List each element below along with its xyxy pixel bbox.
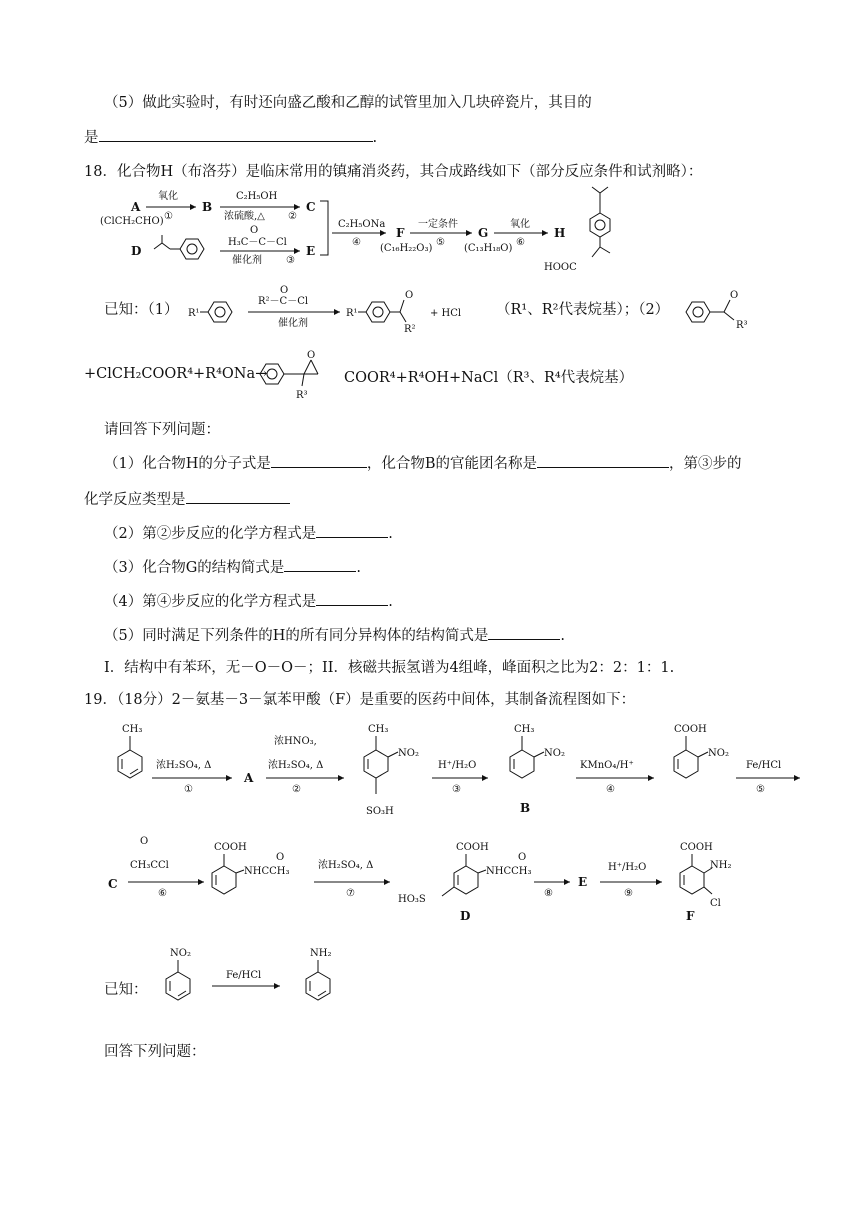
svg-text:NO₂: NO₂ — [708, 748, 729, 759]
sulfonated-nitrotoluene — [364, 736, 398, 794]
compound-a-formula: (ClCH₂CHO) — [100, 216, 164, 227]
svg-text:KMnO₄/H⁺: KMnO₄/H⁺ — [580, 760, 634, 771]
nitrobenzoic-acid-structure — [674, 736, 708, 778]
compound-f-label: F — [396, 226, 405, 240]
q18-part3: （3）化合物G的结构简式是 . — [104, 556, 361, 577]
svg-text:④: ④ — [352, 237, 361, 248]
svg-text:COOH: COOH — [674, 724, 707, 735]
svg-text:(C₁₃H₁₈O): (C₁₃H₁₈O) — [464, 243, 513, 254]
q18-part1-line1: （1）化合物H的分子式是 ，化合物B的官能团名称是 ，第③步的 — [104, 452, 742, 473]
q18-known-label: 已知：（1） — [104, 302, 179, 318]
q18-synthesis-route — [96, 183, 796, 275]
q19-flow-row1 — [96, 716, 808, 834]
svg-text:NHCCH₃: NHCCH₃ — [244, 866, 290, 877]
q19-ask: 回答下列问题： — [104, 1044, 206, 1060]
compound-b-label: B — [202, 200, 213, 214]
ibuprofen-structure — [590, 187, 610, 257]
svg-text:H⁺/H₂O: H⁺/H₂O — [608, 862, 647, 873]
q18-part2: （2）第②步反应的化学方程式是 . — [104, 522, 393, 543]
compound-e-label: E — [306, 244, 316, 258]
svg-text:(C₁₆H₂₂O₃): (C₁₆H₂₂O₃) — [380, 243, 433, 254]
answer-blank-reaction-type[interactable] — [186, 489, 290, 504]
svg-text:催化剂: 催化剂 — [278, 318, 308, 329]
svg-text:浓H₂SO₄, Δ: 浓H₂SO₄, Δ — [268, 760, 324, 771]
svg-text:⑤: ⑤ — [756, 784, 765, 795]
compound-d-19: D — [460, 909, 471, 923]
svg-text:CH₃: CH₃ — [368, 724, 389, 735]
svg-text:O: O — [280, 285, 289, 296]
svg-text:C₂H₅OH: C₂H₅OH — [236, 191, 278, 202]
svg-text:COOH: COOH — [456, 842, 489, 853]
svg-text:+ HCl: + HCl — [430, 308, 462, 319]
svg-text:浓H₂SO₄, Δ: 浓H₂SO₄, Δ — [156, 760, 212, 771]
svg-text:一定条件: 一定条件 — [418, 219, 458, 230]
compound-g-label: G — [478, 226, 489, 240]
answer-blank[interactable] — [316, 591, 388, 606]
answer-blank-functional-group[interactable] — [537, 453, 669, 468]
svg-text:⑥: ⑥ — [158, 888, 167, 899]
q17-part5-text: （5）做此实验时，有时还向盛乙酸和乙醇的试管里加入几块碎瓷片，其目的 — [104, 95, 592, 111]
svg-text:H₃C－C－Cl: H₃C－C－Cl — [228, 237, 287, 248]
svg-text:NH₂: NH₂ — [710, 860, 732, 871]
svg-text:CH₃: CH₃ — [514, 724, 535, 735]
answer-blank[interactable] — [99, 127, 373, 142]
q18-conditions: I．结构中有苯环，无－O－O－；II．核磁共振氢谱为4组峰，峰面积之比为2：2：1：1. — [104, 660, 675, 676]
compound-c-label: C — [306, 200, 316, 214]
q19-known-label: 已知： — [104, 982, 148, 998]
known-1-note: （R¹、R²代表烷基）；（2） — [496, 302, 670, 318]
q17-part5-line1 — [104, 91, 592, 112]
compound-b-19: B — [520, 801, 531, 815]
answer-blank-formula[interactable] — [271, 453, 367, 468]
phenyl-ketone-structure — [684, 284, 768, 336]
q19-flow-row2 — [96, 836, 808, 932]
compound-f-19: F — [686, 909, 695, 923]
svg-text:CH₃CCl: CH₃CCl — [130, 860, 169, 871]
bracket — [320, 201, 328, 255]
svg-text:O: O — [405, 290, 414, 301]
svg-text:COOH: COOH — [214, 842, 247, 853]
compound-a-19: A — [244, 771, 254, 785]
answer-blank[interactable] — [284, 557, 356, 572]
q17-part5-line2: 是 . — [84, 126, 377, 147]
svg-text:Fe/HCl: Fe/HCl — [226, 970, 262, 981]
svg-text:R¹: R¹ — [346, 308, 358, 319]
svg-text:NH₂: NH₂ — [310, 948, 332, 959]
svg-text:O: O — [307, 350, 316, 361]
svg-text:⑤: ⑤ — [436, 237, 445, 248]
svg-text:R³: R³ — [736, 320, 748, 331]
svg-text:O: O — [140, 836, 149, 847]
svg-text:O: O — [276, 852, 285, 863]
svg-text:R¹: R¹ — [188, 308, 200, 319]
svg-text:COOH: COOH — [680, 842, 713, 853]
svg-text:氧化: 氧化 — [158, 191, 178, 202]
known-nitro-reduction — [150, 940, 380, 1020]
answer-blank[interactable] — [488, 625, 560, 640]
svg-text:⑦: ⑦ — [346, 888, 355, 899]
svg-text:Fe/HCl: Fe/HCl — [746, 760, 782, 771]
svg-text:HO₃S: HO₃S — [398, 894, 426, 905]
acetamido-benzoic-acid — [212, 854, 244, 894]
svg-text:R²－C－Cl: R²－C－Cl — [258, 296, 309, 307]
epoxide-structure — [258, 348, 342, 402]
svg-text:SO₃H: SO₃H — [366, 806, 394, 817]
compound-c-19: C — [108, 877, 118, 891]
svg-text:③: ③ — [286, 255, 295, 266]
svg-text:Cl: Cl — [710, 898, 721, 909]
svg-text:HOOC: HOOC — [544, 262, 577, 273]
q18-part1-line2: 化学反应类型是 — [84, 488, 290, 509]
q18-part4: （4）第④步反应的化学方程式是 . — [104, 590, 393, 611]
compound-e-19: E — [578, 875, 588, 889]
svg-text:O: O — [250, 225, 259, 236]
compound-f-structure — [680, 854, 712, 894]
q19-stem: 19．（18分）2－氨基－3－氯苯甲酸（F）是重要的医药中间体，其制备流程图如下： — [84, 692, 636, 708]
svg-text:R²: R² — [404, 324, 416, 335]
svg-text:NO₂: NO₂ — [398, 748, 419, 759]
svg-text:NO₂: NO₂ — [544, 748, 565, 759]
svg-text:O: O — [518, 852, 527, 863]
svg-text:O: O — [730, 290, 739, 301]
svg-text:②: ② — [292, 784, 301, 795]
svg-text:浓H₂SO₄, Δ: 浓H₂SO₄, Δ — [318, 860, 374, 871]
svg-text:氧化: 氧化 — [510, 219, 530, 230]
known-2-left: +ClCH₂COOR⁴+R⁴ONa→ — [84, 366, 268, 382]
svg-text:⑧: ⑧ — [544, 888, 553, 899]
q17-part5-cont: 是 — [84, 130, 99, 146]
svg-text:R³: R³ — [296, 390, 308, 401]
answer-blank[interactable] — [316, 523, 388, 538]
compound-h-label: H — [554, 226, 566, 240]
compound-b-structure — [510, 736, 544, 778]
svg-text:①: ① — [184, 784, 193, 795]
svg-text:H⁺/H₂O: H⁺/H₂O — [438, 760, 477, 771]
svg-text:催化剂: 催化剂 — [232, 255, 262, 266]
svg-text:NHCCH₃: NHCCH₃ — [486, 866, 532, 877]
q18-ask: 请回答下列问题： — [104, 422, 220, 438]
svg-text:NO₂: NO₂ — [170, 948, 191, 959]
svg-text:④: ④ — [606, 784, 615, 795]
svg-text:CH₃: CH₃ — [122, 724, 143, 735]
svg-text:⑨: ⑨ — [624, 888, 633, 899]
svg-text:⑥: ⑥ — [516, 237, 525, 248]
q18-part5: （5）同时满足下列条件的H的所有同分异构体的结构简式是 . — [104, 624, 565, 645]
svg-text:①: ① — [164, 211, 173, 222]
compound-d-label: D — [131, 244, 142, 258]
known-2-right: COOR⁴+R⁴OH+NaCl（R³、R⁴代表烷基） — [344, 370, 634, 386]
svg-text:浓硫酸,△: 浓硫酸,△ — [224, 211, 265, 222]
svg-text:③: ③ — [452, 784, 461, 795]
compound-a-label: A — [131, 200, 141, 214]
svg-text:浓HNO₃,: 浓HNO₃, — [274, 736, 317, 747]
isobutylbenzene-structure — [154, 235, 204, 259]
q18-stem: 18．化合物H（布洛芬）是临床常用的镇痛消炎药，其合成路线如下（部分反应条件和试剂略）： — [84, 164, 703, 180]
svg-text:②: ② — [288, 211, 297, 222]
toluene-structure — [118, 736, 142, 778]
svg-text:C₂H₅ONa: C₂H₅ONa — [338, 219, 386, 230]
compound-d-structure — [442, 854, 486, 896]
